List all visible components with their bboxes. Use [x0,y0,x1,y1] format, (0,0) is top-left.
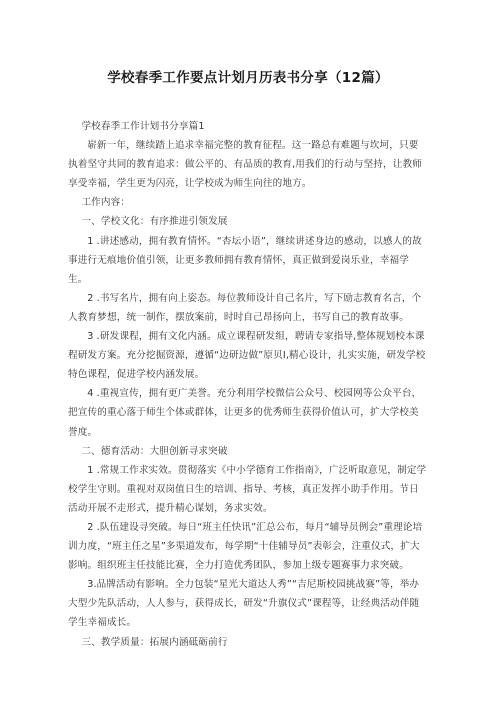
section-heading-work-content: 工作内容： [81,197,131,209]
list-item-moral-2: 2 .队伍建设寻突破。每日“班主任快讯”汇总公布，每月“辅导员例会”重理论培训力度，“班主任之星”多渠道发布，每学期“十佳辅导员”表彰会，注重仪式，扩大影响。组织班主任技能比赛，全力打造优秀团队，参加上级专题赛事力求突破。 [68,521,423,572]
list-item-moral-1: 1 .常规工作求实效。贯彻落实《中小学德育工作指南》，广泛听取意见，制定学校学生守则。重视对双岗值日生的培训、指导、考核，真正发挥小助手作用。节日活动开展不走形式，提升精心谋划，务求实效。 [68,464,427,514]
section-heading-teaching-quality: 三、教学质量：拓展内涵砥砺前行 [81,636,228,648]
document-body [68,117,428,652]
list-item-culture-1: 1 .讲述感动，拥有教育情怀。“杏坛小语”，继续讲述身边的感动，以感人的故事进行无痕地价值引领，让更多教师拥有教育情怀，真正做到爱岗乐业，幸福学生。 [68,235,422,285]
list-item-moral-3: 3.品牌活动有影响。全力包装“星光大道达人秀”“吉尼斯校园挑战赛”等，举办大型少先队活动，人人参与，获得成长，研发“升旗仪式”课程等，让经典活动伴随学生幸福成长。 [68,579,420,629]
list-item-culture-3: 3 .研发课程，拥有文化内涵。成立课程研发组，聘请专家指导,整体规划校本课程研发方案。充分挖掘资源，遵循“边研边做”原贝I,精心设计，扎实实施，研发学校特色课程，促进学校内涵发展。 [68,331,426,381]
intro-paragraph: 崭新一年，继续踏上追求幸福完整的教育征程。这一路总有难题与坎坷，只要执着坚守共同的教育追求：做公平的、有品质的教育,用我们的行动与坚持，让教师享受幸福，学生更为闪亮，让学校成为师生向往的地方。 [68,140,422,190]
list-item-culture-2: 2 .书写名片，拥有向上姿态。每位教师设计自己名片，写下励志教育名言，个人教育梦想，统一制作，摆放案前，时时自己昂扬向上，书写自己的教育故事。 [68,292,422,323]
document-title: 学校春季工作要点计划月历表书分享（12篇） [107,70,389,86]
section-heading-school-culture: 一、学校文化：有序推进引领发展 [81,216,228,228]
section-heading-moral-education: 二、德育活动：大胆创新寻求突破 [81,445,228,457]
list-item-culture-4: 4 .重视宣传，拥有更广美誉。充分利用学校微信公众号、校园网等公众平台，把宣传的重心落于师生个体或群体，让更多的优秀师生获得价值认可，扩大学校美誉度。 [68,388,422,438]
document-subtitle: 学校春季工作计划书分享篇1 [81,121,205,132]
